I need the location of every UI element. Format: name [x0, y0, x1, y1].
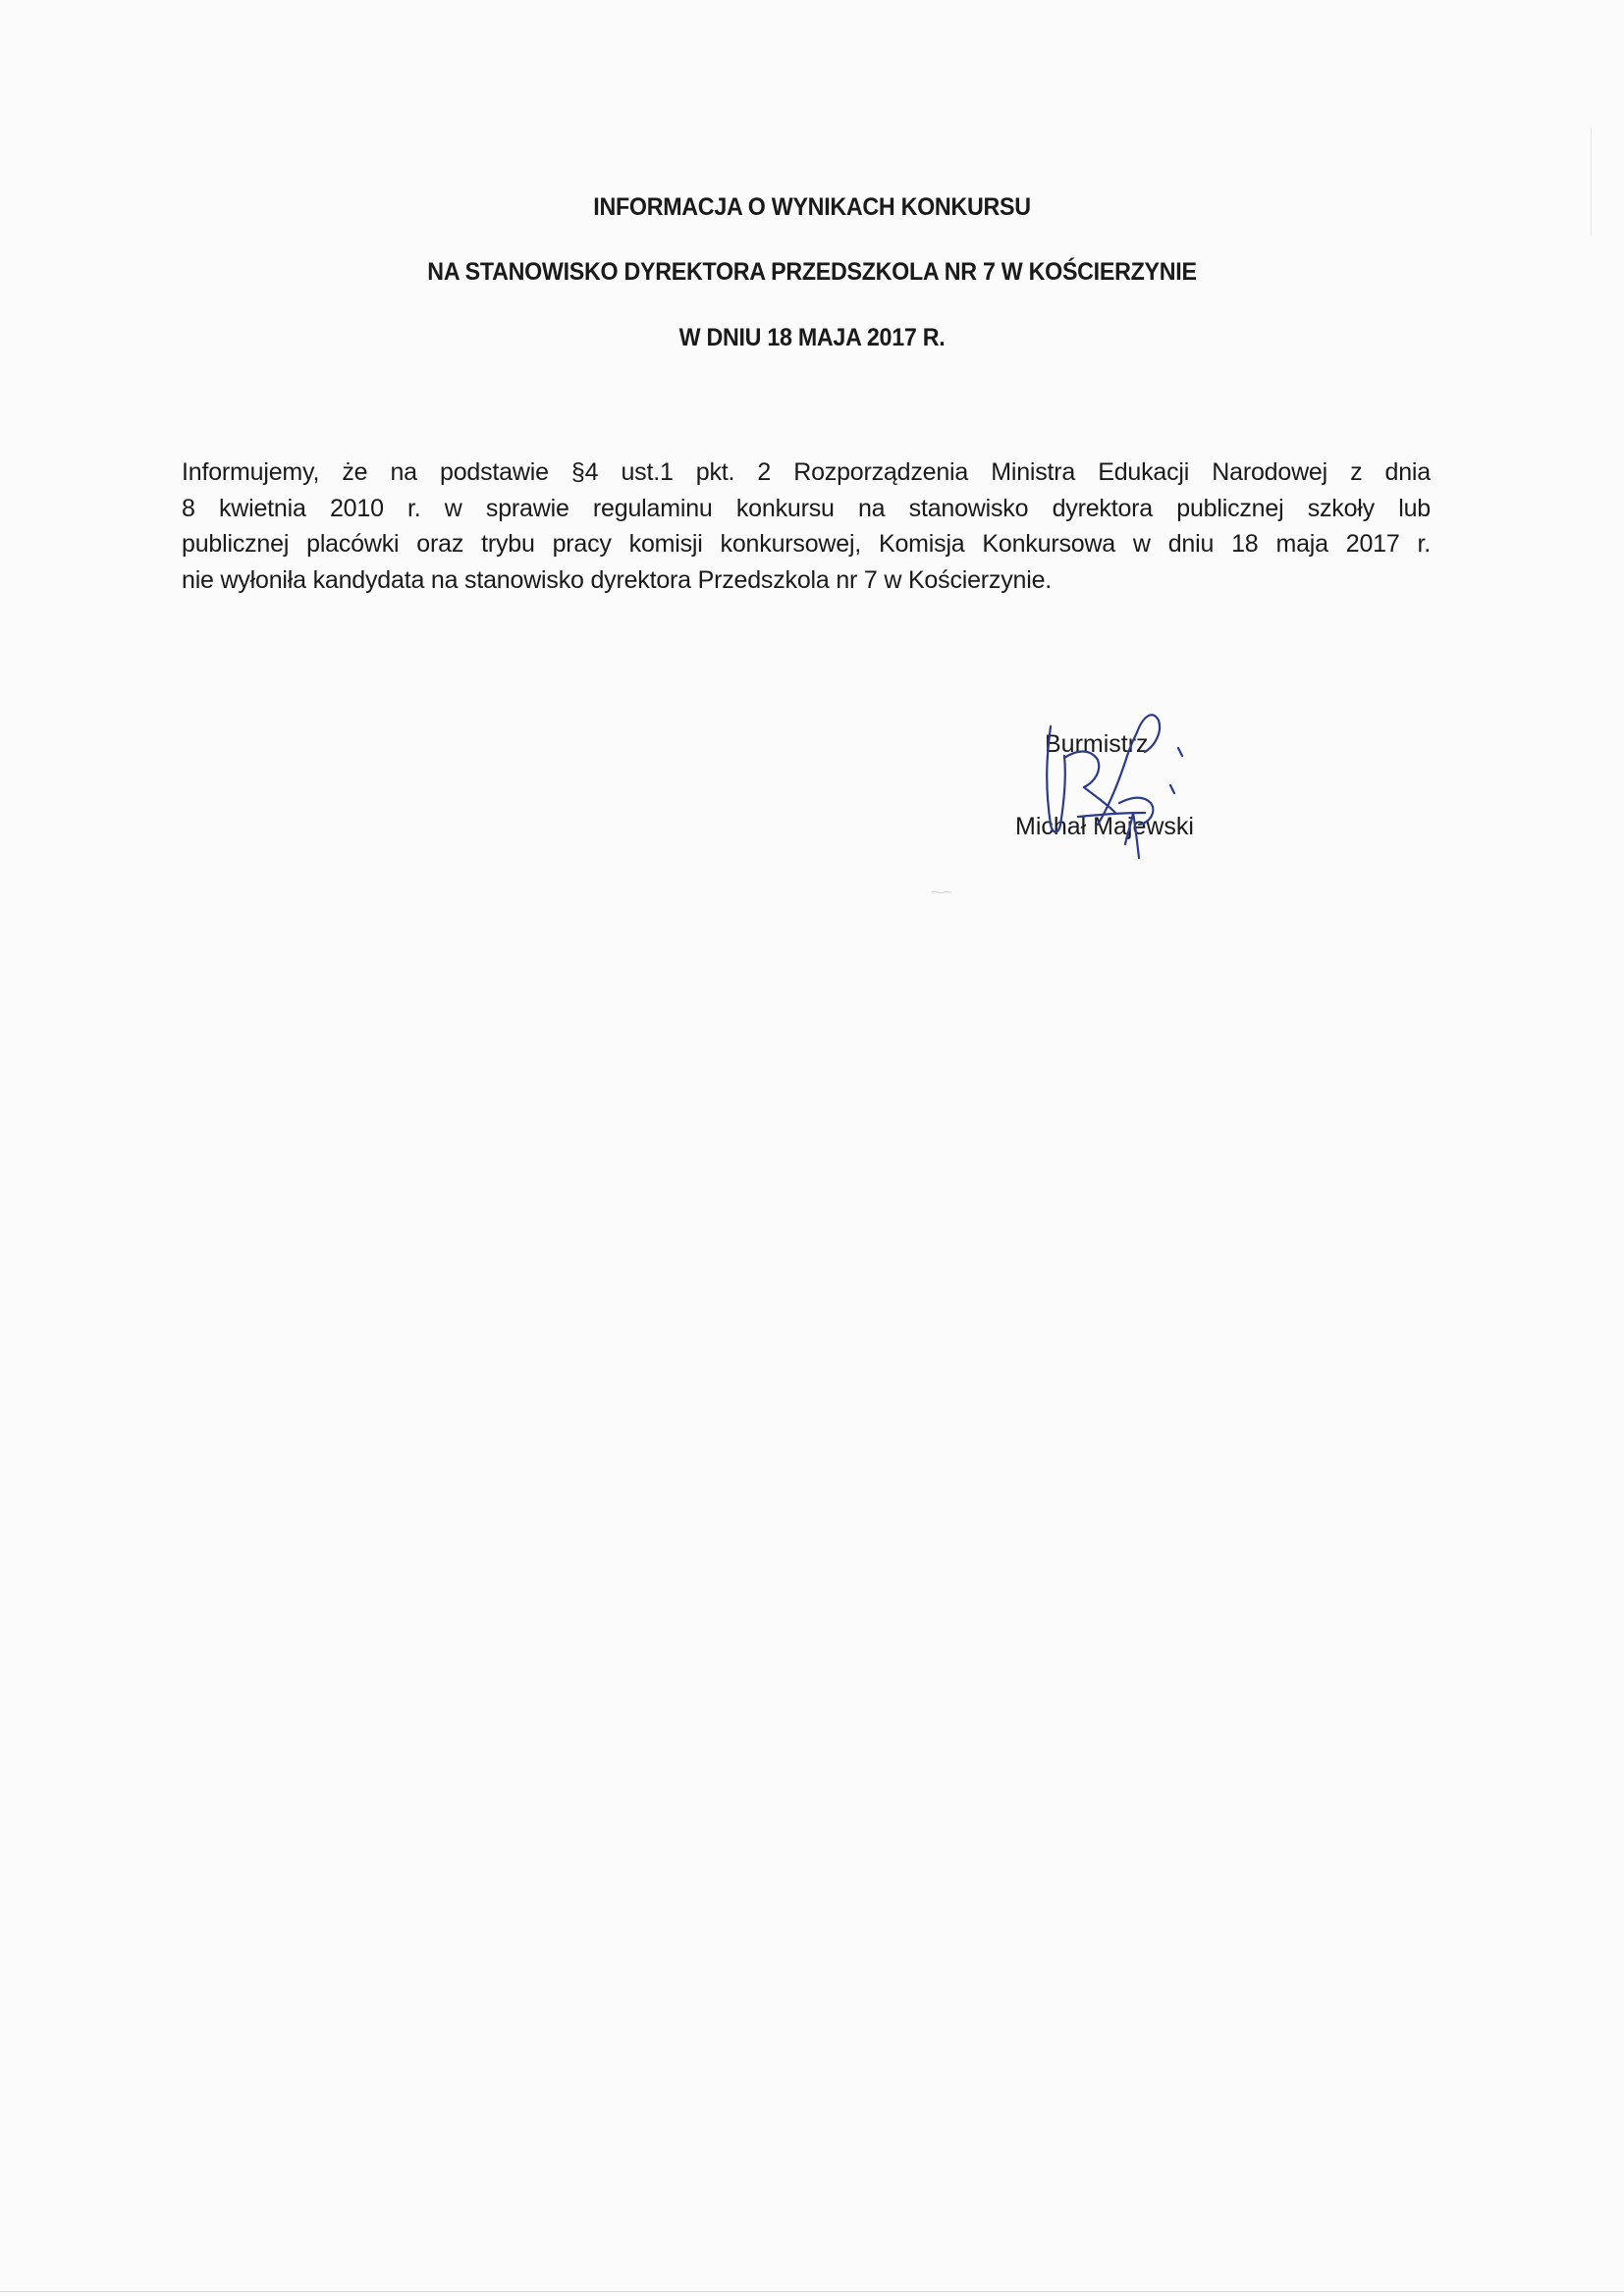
- heading-line-1: INFORMACJA O WYNIKACH KONKURSU: [593, 193, 1031, 221]
- heading-line-3: W DNIU 18 MAJA 2017 R.: [678, 324, 946, 351]
- body-line-3: publicznej placówki oraz trybu pracy komisji konkursowej, Komisja Konkursowa w dniu 18 maja 2017 r.: [182, 530, 1431, 558]
- scan-edge-right: [1591, 128, 1592, 236]
- signature-title: Burmistrz: [1045, 730, 1149, 758]
- body-line-2: 8 kwietnia 2010 r. w sprawie regulaminu konkursu na stanowisko dyrektora publicznej szkoły lub: [182, 494, 1431, 522]
- handwritten-signature: [1021, 687, 1218, 874]
- body-paragraph: [182, 454, 1431, 598]
- signature-name: Michał Majewski: [1015, 813, 1194, 840]
- body-line-4: nie wyłoniła kandydata na stanowisko dyrektora Przedszkola nr 7 w Kościerzynie.: [182, 565, 1053, 594]
- heading-line-2: NA STANOWISKO DYREKTORA PRZEDSZKOLA NR 7 W KOŚCIERZYNIE: [427, 258, 1197, 286]
- scan-speck: [931, 888, 952, 896]
- scan-edge-bottom: [0, 2291, 1624, 2292]
- body-line-1: Informujemy, że na podstawie §4 ust.1 pkt. 2 Rozporządzenia Ministra Edukacji Narodowej z dnia: [182, 458, 1431, 486]
